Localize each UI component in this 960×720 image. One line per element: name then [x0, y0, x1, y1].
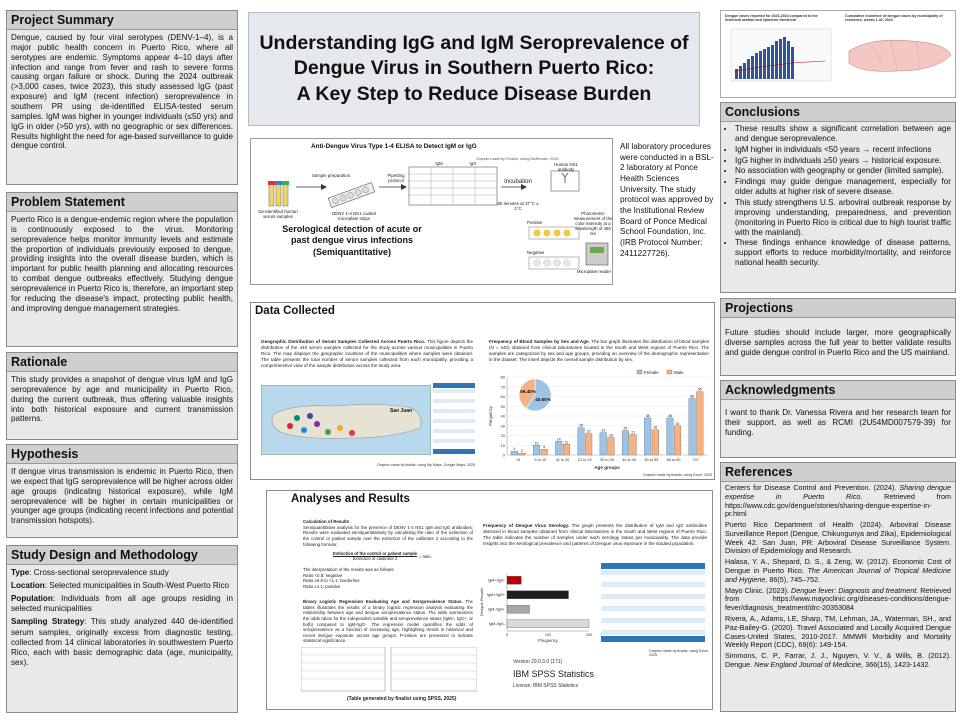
binary-block: [303, 599, 473, 644]
acknowledgments-panel: [720, 380, 956, 458]
poster-title: [249, 31, 698, 107]
bar-value-label: 25: [623, 426, 628, 431]
negative-strip-icon: [529, 257, 579, 269]
regression-tables: [301, 647, 477, 693]
bar-value-label: 21: [631, 430, 636, 435]
bar-value-label: 26: [653, 425, 658, 430]
elisa-figure: [250, 138, 613, 285]
elisa-caption: Serological detection of acute or past dengue virus infections (Semiquantitative): [282, 224, 422, 257]
legend-label: Male: [674, 369, 684, 375]
surveillance-left-title: Dengue cases reported for 2023-2024 compared to the historical median and epidemic threshold: [725, 14, 818, 22]
bar-value-label: 28: [579, 423, 583, 428]
bar-caption-body: The bar graph illustrates the distribution of blood samples (N = 440) obtained from clinical laboratories located in the South and West regions of Puerto Rico. The samples are categorized by sex and age groups, providing an overview of the demographic representation in the dataset. The insert depicts the overall sample distribution by sex.: [489, 339, 709, 362]
study-type-key: Type: [11, 568, 30, 577]
x-tick-label: 11 to 20: [555, 458, 570, 462]
conclusion-item: • No association with geography or gender (limited sample).: [735, 166, 951, 176]
calc-text: Semiquantitative analysis for the presence of DENV 1-4 NS1 IgM and IgG antibodies: Results were evaluated semiquantitatively by calculating the ratio of the extinction of the control or patient sample over the extinction of the calibrator 2 according to the following formula:: [303, 524, 473, 547]
bar-female: [644, 418, 651, 455]
y-tick-label: 80: [500, 374, 505, 380]
poster-title-box: [248, 12, 700, 126]
rationale-panel: [6, 352, 238, 440]
acknowledgments-heading: Acknowledgments: [721, 381, 955, 400]
map-city-label: San Juan: [390, 408, 413, 414]
freq-bar: [507, 620, 589, 628]
interp-negative: Ratio <0.8: negative: [303, 572, 343, 578]
title-line-3: A Key Step to Reduce Disease Burden: [296, 82, 652, 105]
x-tick-label: 50 to 59: [644, 458, 659, 462]
study-location-key: Location: [11, 581, 45, 591]
map-caption-title: Geographic Distribution of Serum Samples Collected Across Puerto Rico.: [261, 339, 426, 344]
y-tick-label: 60: [500, 394, 505, 399]
conclusion-item: • IgG higher in individuals ≥50 years → historical exposure.: [735, 156, 951, 166]
freq-category-label: IgM+/IgG-: [488, 578, 505, 583]
study-type-value: Cross-sectional seroprevalence study: [33, 568, 169, 577]
freq-category-label: IgM+/IgG+: [487, 593, 505, 598]
x-tick-label: 40 to 49: [622, 458, 637, 462]
bar-male: [608, 437, 615, 455]
x-tick-label: 21 to 29: [577, 458, 592, 462]
bar-caption-title: Frequency of Blood Samples by Sex and Age.: [489, 339, 590, 344]
study-population-key: Population: [11, 594, 53, 604]
study-population: Population: Individuals from all age groups residing in selected municipalities: [11, 594, 233, 614]
x-tick-label: 70+: [692, 458, 700, 462]
projections-heading: Projections: [721, 299, 955, 318]
positive-label: Positive: [527, 220, 543, 225]
study-sampling: Sampling Strategy: This study analyzed 440 de-identified serum samples, originally excess from diagnostic testing, collected from 14 clinical laboratories in southwestern Puerto Rico, each with basic demographic data (age, municipality, sex).: [11, 617, 233, 667]
binary-title: Binary Logistic Regression Evaluating Age and Seroprevalence Status.: [303, 599, 463, 604]
bar-value-label: 18: [608, 433, 613, 438]
bar-value-label: 22: [586, 429, 591, 434]
study-design-heading: Study Design and Methodology: [7, 546, 237, 565]
ref-plain: Mayo Clinic. (2023).: [725, 585, 792, 595]
problem-statement-panel: [6, 192, 238, 347]
analyses-panel: [266, 490, 713, 710]
y-tick-label: 40: [500, 413, 505, 419]
x-tick-label: 5 to 10: [534, 458, 547, 462]
bar-value-label: 65: [697, 387, 702, 392]
pie-label-male: 40.60%: [535, 397, 551, 402]
conclusions-heading: Conclusions: [721, 103, 955, 122]
study-type: Type: Cross-sectional seroprevalence study: [11, 568, 169, 577]
formula-top: Extinction of the control or patient sample: [333, 551, 417, 556]
municipality-table-graphic: [433, 383, 475, 457]
conclusion-item: • IgM higher in individuals <50 years → recent infections: [735, 145, 951, 155]
references-panel: [720, 462, 956, 712]
conclusion-item: • Findings may guide dengue management, especially for older adults at higher risk of severe disease.: [735, 177, 951, 197]
positive-strip-icon: [529, 227, 579, 239]
bar-value-label: 38: [645, 413, 650, 418]
freq-x-axis-label: Frequency: [538, 638, 558, 643]
ref-italic: The American Journal of Tropical Medicine and Hygiene,: [725, 566, 952, 584]
reference-item: [721, 585, 955, 613]
freq-bar: [507, 576, 521, 584]
freq-bar: [507, 591, 569, 599]
antibody-label: Human NS1 antibody: [554, 162, 578, 172]
conclusion-item: • This study strengthens U.S. arboviral outbreak response by improving understanding, preparedness, and prevention (monitoring in Puerto Rico is critical due to high tourist traffic with the mainland).: [735, 198, 951, 237]
data-collected-heading: Data Collected: [251, 303, 714, 319]
bar-value-label: 23: [601, 428, 606, 433]
reader-label: Microplate reader: [576, 269, 612, 274]
bar-female: [555, 441, 562, 455]
serology-municipality-table: [601, 563, 705, 643]
municipality-table: [433, 383, 475, 457]
pipetting-plate-icon: [409, 167, 497, 205]
ref-plain: Halasa, Y. A., Shepard, D. S., & Zeng, W. (2012). Economic Cost of Dengue in Puerto Rico.: [725, 557, 951, 576]
bar-value-label: 10: [534, 441, 539, 446]
spss-name: IBM SPSS Statistics: [513, 669, 595, 679]
title-line-2: Dengue Virus in Southern Puerto Rico:: [293, 57, 655, 80]
serum-label: De-identified human serum samples: [258, 209, 298, 219]
elisa-title: Anti-Dengue Virus Type 1-4 ELISA to Detect IgM or IgG: [311, 143, 477, 150]
ref-rest: 366(15), 1423-1432.: [863, 659, 931, 669]
bar-value-label: 38: [667, 413, 672, 418]
calc-block: [303, 519, 473, 547]
photometric-label: Photometric measurement of the color intensity at a wavelength of 450 nm: [573, 211, 613, 236]
bar-female: [511, 451, 518, 455]
study-location: Location: Selected municipalities in South-West Puerto Rico: [11, 581, 230, 591]
data-collected-panel: [250, 302, 715, 480]
interp-title: The interpretation of the results was as follows:: [303, 567, 395, 572]
y-tick-label: 0: [502, 452, 505, 458]
surveillance-charts: [720, 10, 956, 98]
freq-category-label: IgM-/IgG-: [488, 622, 505, 627]
ref-plain: Simmons, C. P., Farrar, J. J., Nguyen, V. V., & Wills, B. (2012). Dengue.: [725, 651, 951, 669]
bar-male: [585, 434, 592, 455]
bar-male: [696, 392, 703, 455]
pie-label-female: 59.40%: [520, 389, 536, 394]
ref-italic: Dengue fever: Diagnosis and treatment.: [791, 585, 919, 595]
interp-borderline: Ratio ≥0.8 to <1.1: borderline: [303, 578, 360, 584]
ref-plain: Puerto Rico Department of Health (2024). Arboviral Disease Surveillance Report (Dengue, Chikungunya and Zika), Epidemiological Week 42. San Juan, PR: Arboviral Disease Surveillance System. Division of Epidemiology and Research.: [725, 520, 951, 556]
freq-y-axis-label: Dengue Results: [479, 587, 484, 617]
ref-rest: Retrieved from https://www.mayoclinic.org/diseases-conditions/dengue-fever/diagnosis_treatment/drc-20353084: [725, 585, 951, 613]
bar-female: [622, 431, 629, 455]
freq-text: The graph presents the distribution of IgM and IgG antibodies detected in blood samples obtained from clinical laboratories in the South and West regions of Puerto Rico. The table indicates the number of samples under each serology status per municipality. The data provide insights into the serological prevalence and patterns of Dengue virus exposure in the studied population.: [483, 523, 707, 546]
y-tick-label: 50: [500, 403, 505, 409]
incubation-label: Incubation: [504, 179, 532, 185]
reference-item: [721, 556, 955, 584]
references-heading: References: [721, 463, 955, 482]
bar-male: [563, 444, 570, 455]
bar-value-label: 2: [521, 449, 523, 454]
incubation-detail: 60 minutes at 37°C ± 1°C: [497, 201, 539, 211]
project-summary-heading: Project Summary: [7, 11, 237, 30]
x-tick-label: <5: [515, 458, 521, 462]
y-tick-label: 30: [500, 423, 505, 429]
study-location-value: Selected municipalities in South-West Puerto Rico: [49, 581, 230, 591]
map-caption-body: This figure depicts the distribution of the 440 serum samples collected for the study across various municipalities in Puerto Rico. The map displays the geographic locations of the municipalities where samples were obtained. The table presents the total number of serum samples collected from each municipality, providing a comprehensive view of the sample distribution across the study area.: [261, 339, 473, 368]
conclusion-item: • These results show a significant correlation between age and dengue seroprevalence.: [735, 124, 951, 144]
study-population-value: Individuals from all age groups residing in selected municipalities: [11, 594, 233, 614]
y-tick-label: 70: [500, 384, 505, 390]
problem-statement-text: Puerto Rico is a dengue-endemic region where the population is continuously exposed to the virus. Monitoring seroprevalence helps monitor immunity levels and estimate the proportion of individuals previously exposed to dengue, providing insights into the overall disease burden, which is important for public health planning and allocating resources to combat dengue outbreaks effectively. Studying dengue seroprevalence in Puerto Rico is, therefore, an important step for reducing the disease's impact, protecting public health, and improving dengue management strategies.: [11, 215, 233, 313]
freq-x-tick-label: 200: [585, 633, 593, 637]
y-axis-label: Frequency: [488, 406, 493, 426]
freq-category-label: IgM-/IgG+: [488, 607, 505, 612]
reference-item: [721, 482, 955, 519]
freq-credit: Graphic made by finalist, using Excel, 2025: [649, 649, 709, 657]
formula: [325, 551, 425, 562]
bar-value-label: 6: [543, 445, 546, 450]
surveillance-right-title: Cumulative incidence of dengue cases by municipality of residence, weeks 1-42, 2024: [845, 14, 943, 22]
hypothesis-text: If dengue virus transmission is endemic in Puerto Rico, then we expect that IgG seroprevalence will be higher across older age groups (indicating historical exposure), while IgM seroprevalence will be higher in certain municipalities or younger age groups (indicating recent infections and potential transmission hotspots).: [11, 467, 233, 526]
hypothesis-panel: [6, 444, 238, 538]
conclusion-item: • These findings enhance knowledge of disease patterns, support efforts to reduce morbidity/mortality, and reinforce national health security.: [735, 238, 951, 268]
reference-item: [721, 519, 955, 556]
bar-caption: [489, 339, 709, 363]
study-sampling-key: Sampling Strategy: [11, 617, 85, 627]
acknowledgments-text: I want to thank Dr. Vanessa Rivera and her research team for their support, as well as RCMI (2U54MD007579-39) for funding.: [725, 408, 951, 437]
reference-item: [721, 650, 955, 670]
freq-x-tick-label: 0: [505, 633, 509, 637]
bar-female: [533, 445, 540, 455]
ref-rest: 86(5), 745–752.: [767, 574, 821, 584]
freq-title: Frequency of Dengue Virus Serology.: [483, 523, 570, 528]
bar-male: [519, 453, 526, 455]
bar-value-label: 30: [675, 421, 680, 426]
bar-male: [541, 449, 548, 455]
pipetting-label: Pipetting protocol: [387, 173, 405, 183]
microplate-reader-icon: [586, 243, 608, 265]
bar-value-label: 11: [564, 440, 569, 445]
igm-label: IgM: [435, 161, 443, 166]
ref-plain: Centers for Disease Control and Prevention. (2024).: [725, 483, 900, 492]
municipality-map: [261, 385, 431, 455]
map-caption: [261, 339, 473, 368]
freq-block: [483, 523, 707, 547]
freq-bar: [507, 605, 530, 613]
bar-female: [600, 433, 607, 455]
title-line-1: Understanding IgG and IgM Seroprevalence of: [259, 31, 689, 54]
x-tick-label: 60 to 69: [666, 458, 681, 462]
study-sampling-value: This study analyzed 440 de-identified serum samples, originally excess from diagnostic testing, collected from 14 clinical laboratories in southwestern Puerto Rico, each with basic demographic data (age, municipality, sex).: [11, 617, 233, 667]
ref-plain: Rivera, A., Adams, LE, Sharp, TM, Lehman, JA., Waterman, SH., and Paz-Bailey-G. (2020). Travel Associated and Locally Acquired Dengue Cases-United States, 2010-2017. MMWR Morbidity and Mortality Weekly Report (CDC), 69(6): 149-154.: [725, 613, 951, 650]
projections-panel: [720, 298, 956, 376]
bar-credit: Graphic made by finalist, using Excel, 2025: [643, 473, 712, 477]
project-summary-text: Dengue, caused by four viral serotypes (DENV-1–4), is a major public health concern in Puerto Rico, where all serotypes are endemic. Symptoms appear 4–10 days after infection and range from fever and rash to severe forms causing organ failure or shock. During the 2024 outbreak (>3,000 cases, twice 2023), this study assessed IgG (past exposure) and IgM (recent infection) seroprevalence in southern PR using de-identified ELISA-tested serum samples. IgM was higher in younger individuals (≤50 yrs) and IgG in older (>50 yrs), with no geographic or sex differences. Results highlight the need for age-based surveillance to guide dengue control.: [11, 33, 233, 151]
problem-statement-heading: Problem Statement: [7, 193, 237, 212]
surveillance-graphics: [721, 11, 957, 99]
igg-label: IgG: [469, 161, 477, 166]
reference-item: [721, 613, 955, 650]
bar-female: [667, 418, 674, 455]
rationale-text: This study provides a snapshot of dengue virus IgM and IgG seroprevalence by age and municipality in Puerto Rico, during the current outbreak, thus offering valuable insights into both historical exposure and current transmission patterns.: [11, 375, 233, 424]
formula-eq: = ratio: [419, 554, 431, 559]
legend-swatch: [667, 370, 672, 374]
conclusions-list: [721, 122, 955, 268]
hypothesis-heading: Hypothesis: [7, 445, 237, 464]
legend-swatch: [637, 370, 642, 374]
sample-prep-label: Sample preparation: [311, 173, 351, 178]
bar-value-label: 58: [690, 394, 695, 399]
interp-positive: Ratio ≥1.1: positive: [303, 583, 341, 589]
projections-text: Future studies should include larger, more geographically diverse samples across the full year to better validate results and guide dengue control in Puerto Rico and the US mainland.: [725, 328, 951, 357]
study-design-panel: [6, 545, 238, 713]
bar-value-label: 14: [556, 437, 561, 442]
strips-label: DENV 1-4 NS1 coated microplate strips: [332, 211, 376, 221]
microplate-strip-icon: [328, 182, 375, 207]
bar-value-label: 4: [513, 447, 516, 452]
ref-italic: Sharing dengue expertise in Puerto Rico.: [725, 483, 951, 501]
legend-label: Female: [644, 369, 659, 375]
table-credit: (Table generated by finalist using SPSS, 2025): [347, 696, 457, 702]
binary-text: The tables illustrates the results of a binary logistic regression analysis evaluating the relationship between age and dengue seroprevalence status. The table summarizes the odds ratios for the independent variable and seroprevalence status (IgM+, IgG+, or both) compared to IgM-/IgG-. The regression model quantifies the odds of seroprevalence as a function of increasing age, highlighting trends in historical and recent dengue exposure across age groups. P-values are presented to indicate statistical significance.: [303, 599, 473, 644]
conclusions-panel: [720, 102, 956, 293]
ref-italic: New England Journal of Medicine,: [754, 659, 864, 669]
bar-female: [578, 428, 585, 455]
spss-version: Version 29.0.3.0 (171): [513, 659, 563, 665]
calc-title: Calculation of Results: [303, 519, 350, 524]
x-axis-label: Age groups: [594, 465, 620, 470]
analyses-heading: Analyses and Results: [267, 491, 712, 507]
interp-block: [303, 567, 473, 590]
project-summary-panel: [6, 10, 238, 185]
formula-bottom: Extinction of calibrator 2: [352, 556, 398, 562]
bar-male: [674, 426, 681, 455]
puerto-rico-map-icon: [262, 386, 432, 456]
x-tick-label: 30 to 39: [600, 458, 614, 462]
spss-license: License: IBM SPSS Statistics: [513, 683, 579, 689]
y-tick-label: 10: [500, 442, 505, 448]
serology-frequency-chart: [479, 567, 599, 647]
elisa-credit: Graphic made by Finalist, using BioRender, 2025: [476, 157, 559, 161]
bar-female: [689, 398, 696, 455]
bar-male: [630, 435, 637, 455]
lab-note-text: All laboratory procedures were conducted in a BSL-2 laboratory at Ponce Health Sciences University. The study protocol was approved by the Institutional Review Board of Ponce Medical School Foundation, Inc. (IRB Protocol Number: 2411227726).: [620, 142, 714, 258]
map-credit: Graphic made by finalist, using My Maps, Google Maps, 2025: [377, 463, 476, 467]
rationale-heading: Rationale: [7, 353, 237, 372]
age-sex-bar-chart: [487, 369, 713, 475]
y-tick-label: 20: [500, 433, 505, 438]
serum-tubes-icon: [268, 181, 289, 206]
ref-rest: Retrieved from https://www.cdc.gov/dengue/stories/sharing-dengue-expertise-in- pr.html: [725, 491, 951, 519]
bar-male: [652, 430, 659, 455]
negative-label: Negative: [527, 250, 545, 255]
freq-x-tick-label: 100: [544, 633, 552, 637]
